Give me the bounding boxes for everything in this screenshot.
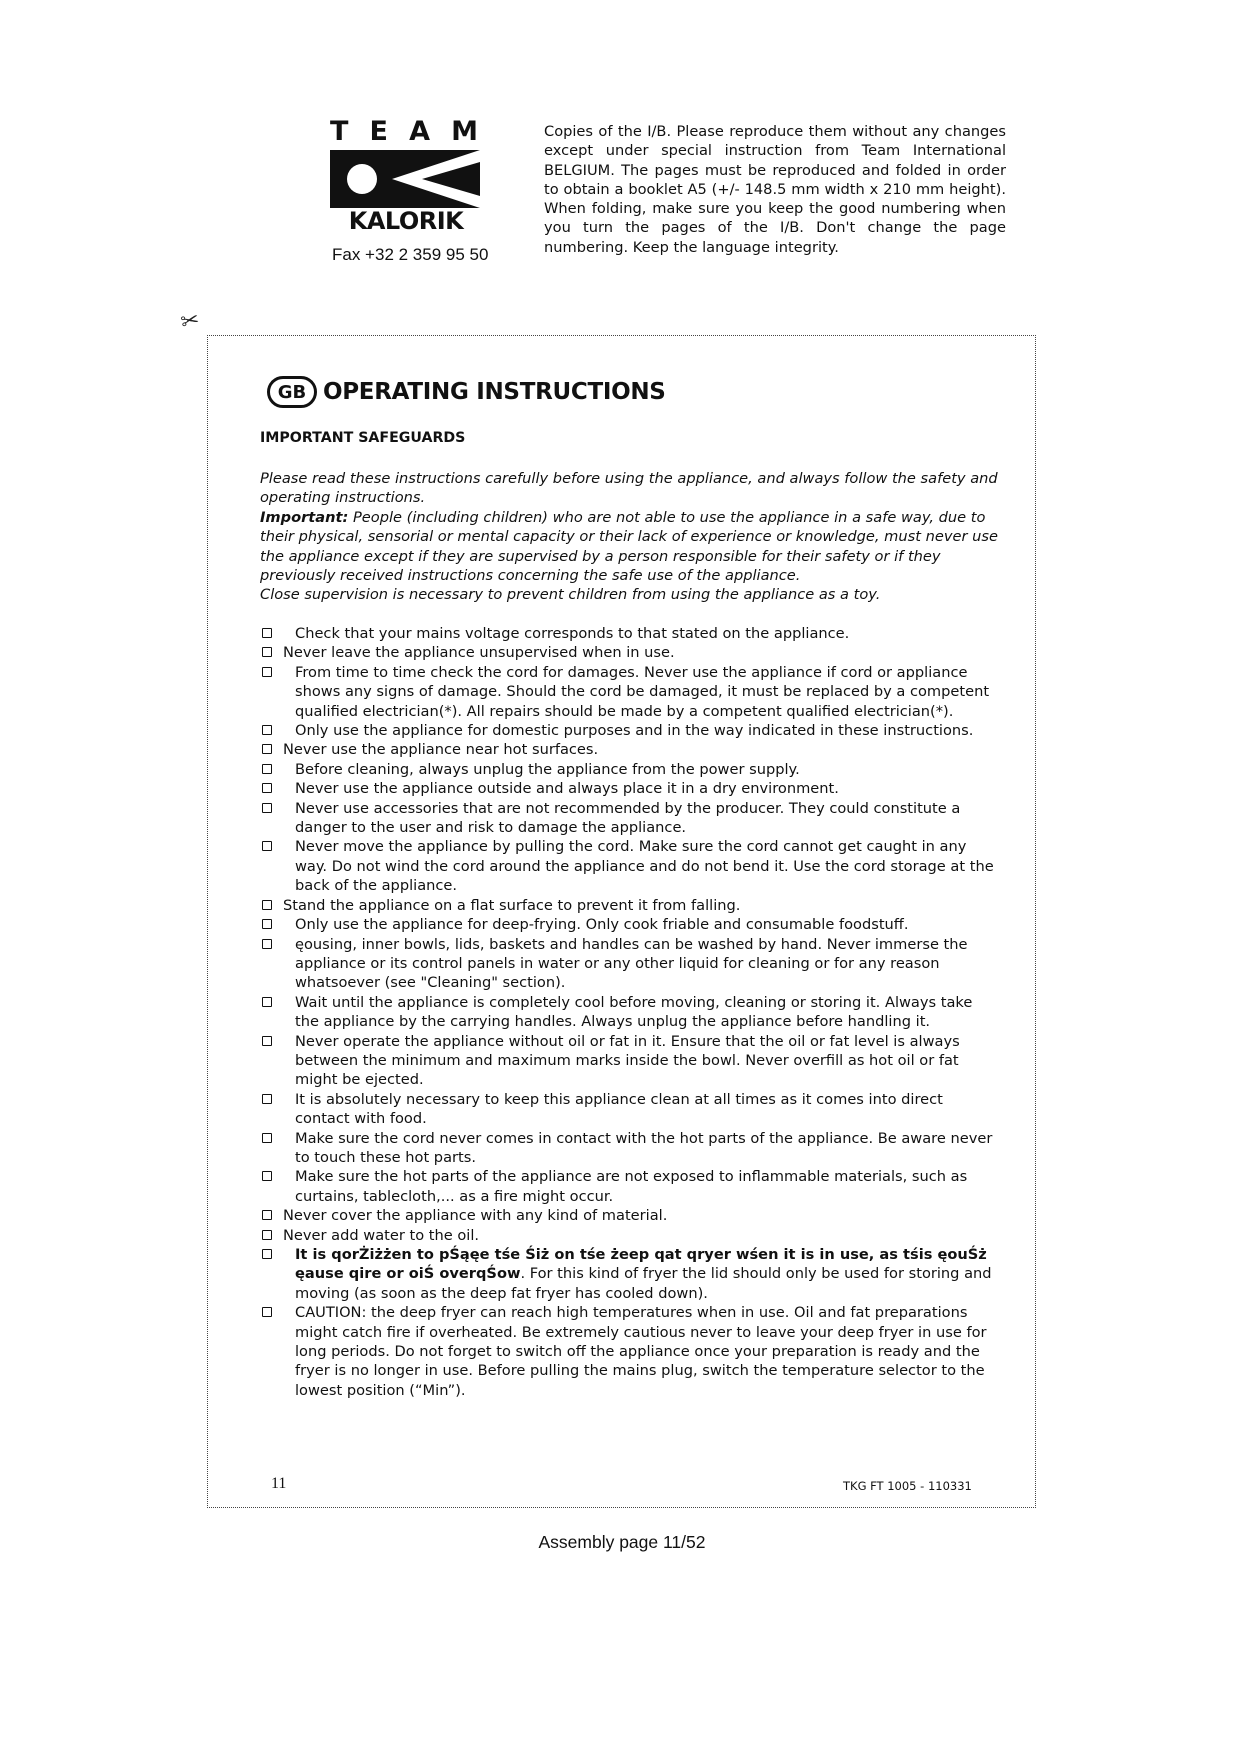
list-item: Make sure the cord never comes in contact with the hot parts of the appliance. Be aware never to touch these hot parts.	[260, 1129, 1000, 1168]
safeguards-list	[260, 624, 1000, 1400]
checkbox-bullet-icon	[262, 919, 272, 929]
checkbox-bullet-icon	[262, 1307, 272, 1317]
checkbox-bullet-icon	[262, 997, 272, 1007]
checkbox-bullet-icon	[262, 667, 272, 677]
list-item: Never cover the appliance with any kind of material.	[260, 1206, 1000, 1225]
list-item: Never leave the appliance unsupervised when in use.	[260, 643, 1000, 662]
checkbox-bullet-icon	[262, 1036, 272, 1046]
page-title	[267, 374, 666, 410]
list-item: Never add water to the oil.	[260, 1226, 1000, 1245]
checkbox-bullet-icon	[262, 1210, 272, 1220]
list-item: Never move the appliance by pulling the cord. Make sure the cord cannot get caught in any way. Do not wind the cord around the appliance and do not bend it. Use the cord storage at the back of the appliance.	[260, 837, 1000, 895]
checkbox-bullet-icon	[262, 744, 272, 754]
list-item: Make sure the hot parts of the appliance are not exposed to inflammable materials, such as curtains, tablecloth,... as a fire might occur.	[260, 1167, 1000, 1206]
assembly-page-label: Assembly page 11/52	[538, 1532, 706, 1552]
list-item: From time to time check the cord for damages. Never use the appliance if cord or appliance shows any signs of damage. Should the cord be damaged, it must be replaced by a competent qualified electrician(*). All repairs should be made by a competent qualified electrician(*).	[260, 663, 1000, 721]
logo-emblem-icon	[330, 150, 480, 208]
logo-brand-name: KALORIK	[348, 207, 464, 235]
checkbox-bullet-icon	[262, 764, 272, 774]
list-item: ęousing, inner bowls, lids, baskets and handles can be washed by hand. Never immerse the appliance or its control panels in water or any other liquid for cleaning or for any reason whatsoever (see "Cleaning" section).	[260, 935, 1000, 993]
team-kalorik-logo	[330, 118, 490, 238]
important-text: People (including children) who are not able to use the appliance in a safe way, due to their physical, sensorial or mental capacity or their lack of experience or knowledge, must never use the appliance except if they are supervised by a person responsible for their safety or if they previously received instructions concerning the safe use of the appliance.	[260, 508, 998, 585]
list-item: It is absolutely necessary to keep this appliance clean at all times as it comes into direct contact with food.	[260, 1090, 1000, 1129]
checkbox-bullet-icon	[262, 1230, 272, 1240]
important-label: Important:	[260, 508, 349, 526]
list-item: Never operate the appliance without oil or fat in it. Ensure that the oil or fat level is always between the minimum and maximum marks inside the bowl. Never overfill as hot oil or fat might be ejected.	[260, 1032, 1000, 1090]
logo-team-text: T E A M	[330, 116, 478, 147]
important-paragraph	[260, 508, 1000, 586]
checkbox-bullet-icon	[262, 803, 272, 813]
checkbox-bullet-icon	[262, 628, 272, 638]
list-item: Only use the appliance for domestic purposes and in the way indicated in these instructions.	[260, 721, 1000, 740]
checkbox-bullet-icon	[262, 939, 272, 949]
intro-line: Please read these instructions carefully before using the appliance, and always follow the safety and operating instructions.	[260, 470, 998, 507]
list-item: Only use the appliance for deep-frying. Only cook friable and consumable foodstuff.	[260, 915, 1000, 934]
document-reference: TKG FT 1005 - 110331	[843, 1479, 972, 1493]
section-heading: IMPORTANT SAFEGUARDS	[260, 430, 466, 446]
supervision-line: Close supervision is necessary to prevent children from using the appliance as a toy.	[260, 586, 881, 604]
title-text: OPERATING INSTRUCTIONS	[323, 379, 666, 405]
checkbox-bullet-icon	[262, 900, 272, 910]
reproduction-instructions: Copies of the I/B. Please reproduce them without any changes except under special instruction from Team International BELGIUM. The pages must be reproduced and folded in order to obtain a booklet A5 (+/- 148.5 mm width x 210 mm height). When folding, make sure you keep the good numbering when you turn the pages of the I/B. Don't change the page numbering. Keep the language integrity.	[544, 123, 1006, 256]
list-item: Wait until the appliance is completely cool before moving, cleaning or storing it. Always take the appliance by the carrying handles. Always unplug the appliance before handling it.	[260, 993, 1000, 1032]
checkbox-bullet-icon	[262, 1171, 272, 1181]
intro-paragraph	[260, 469, 1000, 605]
list-item-lid-warning: It is qorŻiżżen to pŚąęe tśe Śiż on tśe żeep qat qryer wśen it is in use, as tśis ęouŚż ęause qire or oiŚ overqŚow. For this kind of fryer the lid should only be used for storing and moving (as soon as the deep fat fryer has cooled down).	[260, 1245, 1000, 1303]
checkbox-bullet-icon	[262, 841, 272, 851]
list-item: Stand the appliance on a flat surface to prevent it from falling.	[260, 896, 1000, 915]
checkbox-bullet-icon	[262, 1133, 272, 1143]
checkbox-bullet-icon	[262, 1094, 272, 1104]
list-item: Before cleaning, always unplug the appliance from the power supply.	[260, 760, 1000, 779]
list-item: Check that your mains voltage corresponds to that stated on the appliance.	[260, 624, 1000, 643]
fax-number: Fax +32 2 359 95 50	[332, 245, 489, 264]
list-item: Never use the appliance outside and always place it in a dry environment.	[260, 779, 1000, 798]
checkbox-bullet-icon	[262, 725, 272, 735]
checkbox-bullet-icon	[262, 1249, 272, 1259]
list-item: Never use the appliance near hot surfaces.	[260, 740, 1000, 759]
checkbox-bullet-icon	[262, 783, 272, 793]
scissors-icon: ✂	[178, 307, 202, 336]
gb-language-badge: GB	[267, 376, 317, 408]
list-item: Never use accessories that are not recommended by the producer. They could constitute a danger to the user and risk to damage the appliance.	[260, 799, 1000, 838]
list-item-caution: CAUTION: the deep fryer can reach high temperatures when in use. Oil and fat preparations might catch fire if overheated. Be extremely cautious never to leave your deep fryer in use for long periods. Do not forget to switch off the appliance once your preparation is ready and the fryer is no longer in use. Before pulling the mains plug, switch the temperature selector to the lowest position (“Min”).	[260, 1303, 1000, 1400]
checkbox-bullet-icon	[262, 647, 272, 657]
page-number: 11	[271, 1475, 287, 1492]
